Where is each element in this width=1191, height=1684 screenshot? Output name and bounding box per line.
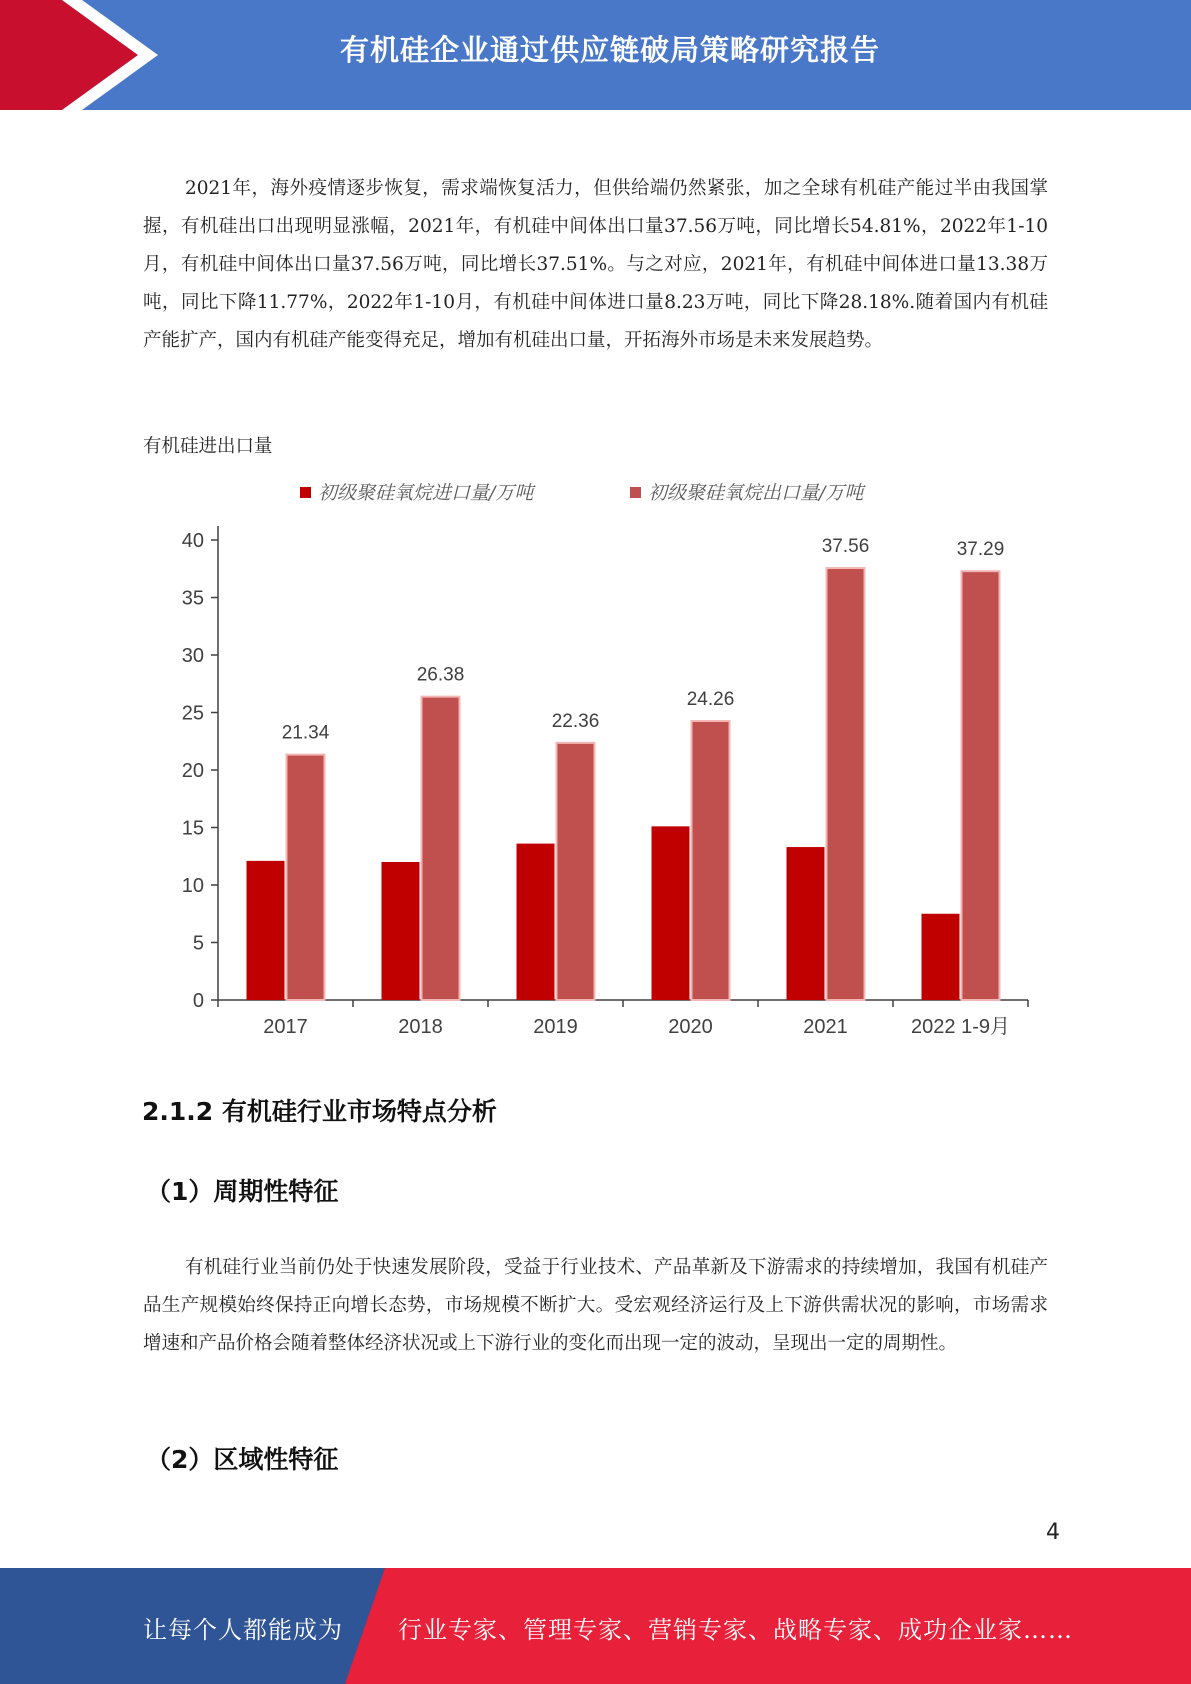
- export-bar: [422, 697, 460, 1000]
- bar-data-label: 26.38: [416, 664, 465, 686]
- footer-slogan-right: 行业专家、管理专家、营销专家、战略专家、成功企业家……: [398, 1616, 1073, 1644]
- bar-data-label: 22.36: [551, 710, 600, 732]
- legend-swatch: [630, 487, 641, 498]
- export-bar: [287, 755, 325, 1000]
- y-tick-label: 15: [181, 817, 204, 840]
- subheading-cyclical: （1）周期性特征: [146, 1177, 339, 1206]
- import-bar: [922, 914, 960, 1000]
- import-bar: [787, 847, 825, 1000]
- y-tick-label: 20: [181, 760, 204, 782]
- import-bar: [517, 844, 555, 1000]
- y-tick-label: 5: [192, 932, 204, 955]
- page-footer: [0, 1568, 1191, 1684]
- x-tick-label: 2020: [668, 1016, 713, 1038]
- y-tick-label: 10: [181, 875, 204, 897]
- paragraph-export-trend: 2021年，海外疫情逐步恢复，需求端恢复活力，但供给端仍然紧张，加之全球有机硅产能过半由我国掌握，有机硅出口出现明显涨幅，2021年，有机硅中间体出口量37.56万吨，同比增长54.81%，2022年1-10月，有机硅中间体出口量37.56万吨，同比增长37.51%。与之对应，2021年，有机硅中间体进口量13.38万吨，同比下降11.77%，2022年1-10月，有机硅中间体进口量8.23万吨，同比下降28.18%.随着国内有机硅产能扩产，国内有机硅产能变得充足，增加有机硅出口量，开拓海外市场是未来发展趋势。: [143, 178, 1048, 351]
- import-bar: [652, 826, 690, 1000]
- legend-label: 初级聚硅氧烷进口量/万吨: [318, 482, 534, 504]
- export-bar: [557, 743, 595, 1000]
- section-heading: 2.1.2 有机硅行业市场特点分析: [142, 1097, 497, 1126]
- legend-label: 初级聚硅氧烷出口量/万吨: [648, 482, 864, 504]
- y-tick-label: 35: [181, 587, 204, 610]
- export-bar: [692, 721, 730, 1000]
- footer-slogan-left: 让每个人都能成为: [143, 1616, 343, 1644]
- y-tick-label: 0: [192, 990, 204, 1012]
- bar-data-label: 21.34: [281, 722, 330, 744]
- bar-data-label: 24.26: [686, 689, 735, 711]
- y-tick-label: 30: [181, 645, 204, 667]
- paragraph-cyclical: 有机硅行业当前仍处于快速发展阶段，受益于行业技术、产品革新及下游需求的持续增加，我国有机硅产品生产规模始终保持正向增长态势，市场规模不断扩大。受宏观经济运行及上下游供需状况的影响，市场需求增速和产品价格会随着整体经济状况或上下游行业的变化而出现一定的波动，呈现出一定的周期性。: [143, 1257, 1048, 1354]
- page-header: [0, 0, 1191, 110]
- x-tick-label: 2017: [263, 1016, 308, 1038]
- page-number: 4: [1046, 1520, 1060, 1545]
- x-tick-label: 2018: [398, 1016, 443, 1038]
- bar-data-label: 37.56: [821, 536, 870, 558]
- x-tick-label: 2022 1-9月: [911, 1016, 1010, 1038]
- import-bar: [247, 861, 285, 1000]
- report-title: 有机硅企业通过供应链破局策略研究报告: [339, 33, 880, 67]
- legend-swatch: [300, 487, 311, 498]
- export-bar: [827, 568, 865, 1000]
- y-tick-label: 25: [181, 702, 204, 725]
- chart-caption: 有机硅进出口量: [143, 436, 273, 457]
- import-export-bar-chart: [140, 470, 1040, 1060]
- bar-data-label: 37.29: [956, 539, 1005, 561]
- y-tick-label: 40: [181, 530, 204, 552]
- x-tick-label: 2019: [533, 1016, 578, 1038]
- x-tick-label: 2021: [803, 1016, 848, 1038]
- import-bar: [382, 862, 420, 1000]
- subheading-regional: （2）区域性特征: [146, 1445, 339, 1474]
- export-bar: [962, 571, 1000, 1000]
